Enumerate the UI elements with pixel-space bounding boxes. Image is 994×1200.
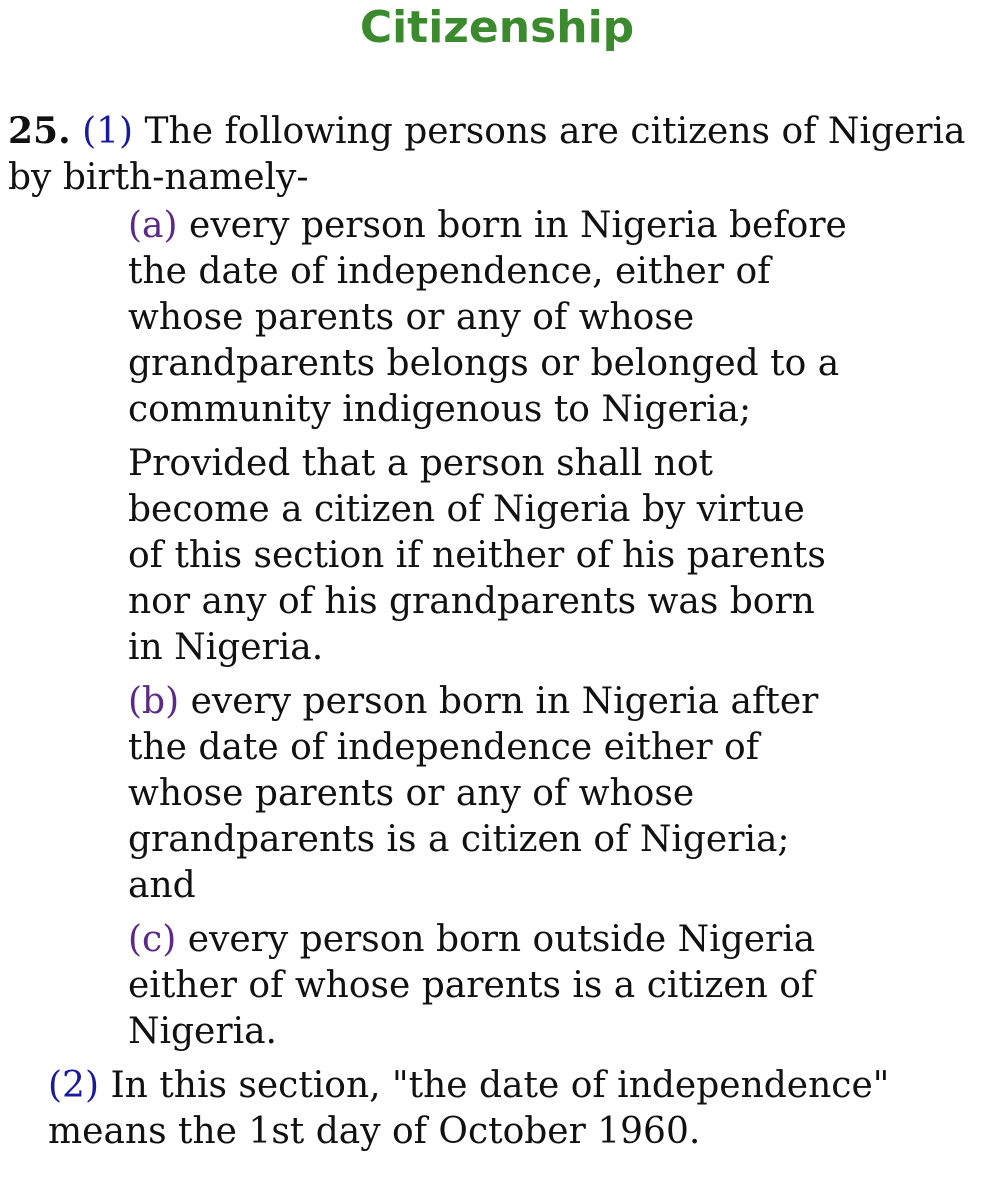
paragraph-a: [128, 203, 848, 433]
proviso: Provided that a person shall not become a citizen of Nigeria by virtue of this section if neither of his parents nor any of his grandparents was born in Nigeria.: [128, 443, 826, 668]
subsection-1: [8, 108, 978, 201]
paragraph-b-text: every person born in Nigeria after the date of independence either of whose parents or any of whose grandparents is a citizen of Nigeria; and: [128, 681, 819, 906]
paragraph-a-label[interactable]: (a): [128, 205, 178, 246]
subsection-2-text: In this section, "the date of independence" means the 1st day of October 1960.: [48, 1065, 890, 1152]
chapter-heading: Citizenship: [359, 2, 635, 53]
paragraph-c: [128, 917, 848, 1055]
paragraph-c-label[interactable]: (c): [128, 919, 177, 960]
section-25: [8, 108, 978, 1155]
paragraph-b: [128, 679, 848, 909]
paragraph-b-label[interactable]: (b): [128, 681, 180, 722]
subsection-1-text: The following persons are citizens of Nigeria by birth-namely-: [8, 111, 966, 198]
subsection-2: [48, 1063, 928, 1155]
paragraph-c-text: every person born outside Nigeria either of whose parents is a citizen of Nigeria.: [128, 919, 816, 1052]
subsection-1-label[interactable]: (1): [82, 111, 134, 152]
subsection-2-label[interactable]: (2): [48, 1065, 99, 1106]
paragraph-a-text: every person born in Nigeria before the date of independence, either of whose parents or any of whose grandparents belongs or belonged to a community indigenous to Nigeria;: [128, 205, 847, 430]
section-number: 25.: [8, 110, 71, 152]
